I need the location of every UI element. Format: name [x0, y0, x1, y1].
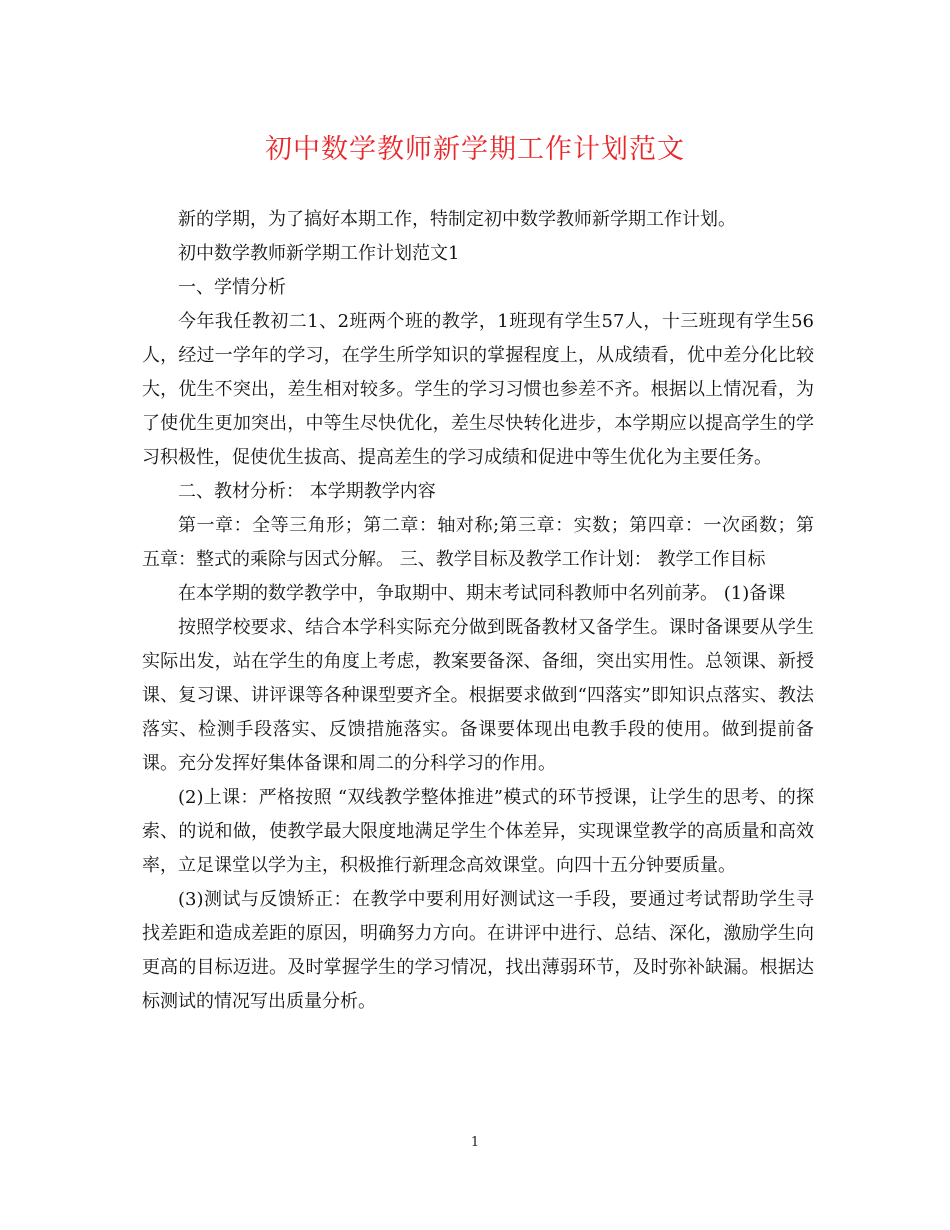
heading-textbook-analysis: 二、教材分析： 本学期教学内容: [178, 481, 436, 502]
paragraph-class-teaching: (2)上课：严格按照 “双线教学整体推进”模式的环节授课，让学生的思考、的探索、的说和做，使教学最大限度地满足学生个体差异，实现课堂教学的高质量和高效率，立足课堂以学为主，积极推行新理念高效课堂。向四十五分钟要质量。: [142, 787, 814, 876]
intro-paragraph: 新的学期，为了搞好本期工作，特制定初中数学教师新学期工作计划。: [178, 209, 736, 230]
paragraph-learning-analysis: 今年我任教初二1、2班两个班的教学，1班现有学生57人，十三班现有学生56人，经过一学年的学习，在学生所学知识的掌握程度上，从成绩看，优中差分化比较大，优生不突出，差生相对较多。学生的学习习惯也参差不齐。根据以上情况看，为了使优生更加突出，中等生尽快优化，差生尽快转化进步，本学期应以提高学生的学习积极性，促使优生拔高、提高差生的学习成绩和促进中等生优化为主要任务。: [142, 311, 814, 468]
paragraph-lesson-prep: 按照学校要求、结合本学科实际充分做到既备教材又备学生。课时备课要从学生实际出发，站在学生的角度上考虑，教案要备深、备细，突出实用性。总领课、新授课、复习课、讲评课等各种课型要齐全。根据要求做到“四落实”即知识点落实、教法落实、检测手段落实、反馈措施落实。备课要体现出电教手段的使用。做到提前备课。充分发挥好集体备课和周二的分科学习的作用。: [142, 617, 814, 774]
document-body: [142, 203, 814, 1019]
page-number: 1: [470, 1135, 480, 1150]
section-subtitle: 初中数学教师新学期工作计划范文1: [178, 243, 460, 264]
heading-learning-analysis: 一、学情分析: [178, 277, 286, 298]
paragraph-testing: (3)测试与反馈矫正：在教学中要利用好测试这一手段，要通过考试帮助学生寻找差距和造成差距的原因，明确努力方向。在讲评中进行、总结、深化，激励学生向更高的目标迈进。及时掌握学生的学习情况，找出薄弱环节，及时弥补缺漏。根据达标测试的情况写出质量分析。: [142, 889, 814, 1012]
paragraph-goal: 在本学期的数学教学中，争取期中、期末考试同科教师中名列前茅。 (1)备课: [178, 583, 786, 604]
paragraph-chapters: 第一章：全等三角形；第二章：轴对称;第三章：实数；第四章：一次函数；第五章：整式的乘除与因式分解。 三、教学目标及教学工作计划： 教学工作目标: [142, 515, 814, 570]
document-title: 初中数学教师新学期工作计划范文: [265, 134, 685, 165]
